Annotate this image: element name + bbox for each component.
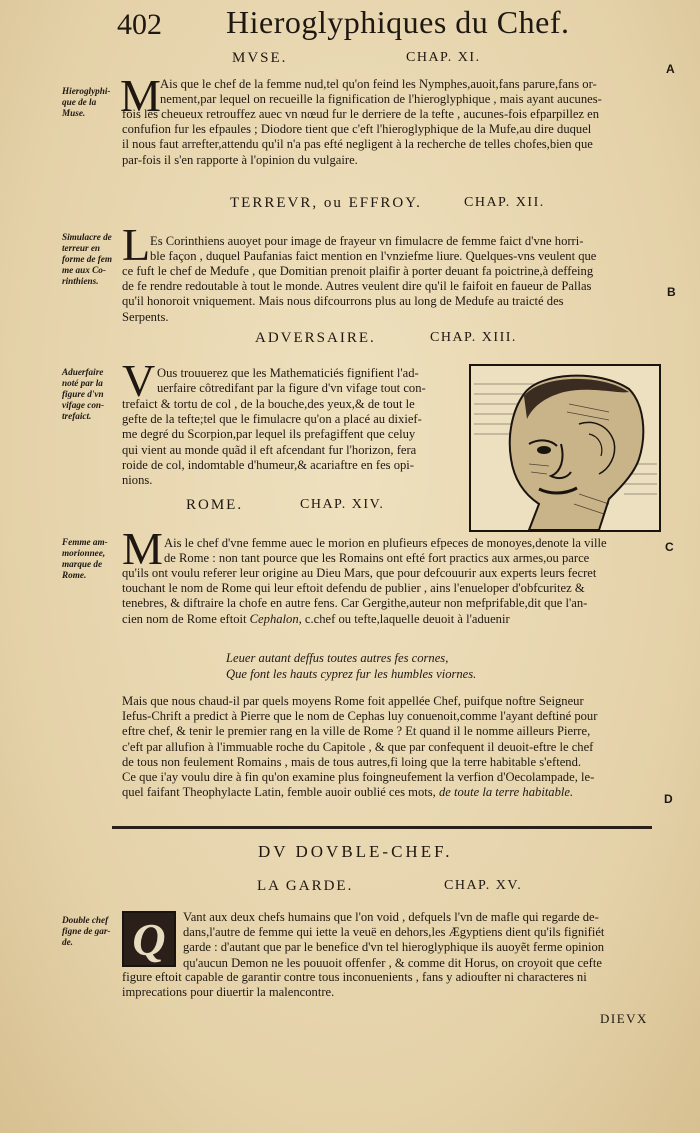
paragraph-rome: Ais le chef d'vne femme auec le morion en plufieurs efpeces de monoyes,denote la ville de Rome : non tant pource que les Romains ont efté fort practics aux armes,ou parce xyxy=(164,536,607,566)
paragraph-garde-cont: figure eftoit capable de garantir contre tous inconuenients , fans y adioufter ni characteres ni imprecations pour diuertir la malencontre. xyxy=(122,970,587,1000)
margin-letter-a: A xyxy=(666,62,675,76)
side-note-terreur: Simulacre de terreur en forme de fem me aux Co- rinthiens. xyxy=(62,232,113,286)
chapter-label-xiii: CHAP. XIII. xyxy=(430,330,517,345)
side-note-garde: Double chef figne de gar- de. xyxy=(62,915,111,947)
drop-cap-m-rome: M xyxy=(122,523,163,574)
paragraph-muse: Ais que le chef de la femme nud,tel qu'on feind les Nymphes,auoit,fans parure,fans or- nement,par lequel on recueille la fignification de l'hieroglyphique , mais ayant aucunes- xyxy=(160,77,602,107)
chapter-label-xi: CHAP. XI. xyxy=(406,50,481,65)
paragraph-adversaire-cont: trefaict & tortu de col , de la bouche,des yeux,& de tout le gefte de la tefte;tel que le fimulacre qu'on a placé au dixief- me degré du Scorpion,par lequel ils prefagiffent que celuy qui vient au monde quãd il eft afcendant fur l'horizon, fera roide de col, indomtable d'humeur,& acariaftre en fes opi- nions. xyxy=(122,397,422,488)
book-heading-double-chef: DV DOVBLE-CHEF. xyxy=(258,842,453,861)
verse-line-1: Leuer autant deffus toutes autres fes cornes, xyxy=(226,651,449,665)
section-divider xyxy=(112,826,652,829)
section-title-muse: MVSE. xyxy=(232,50,288,66)
paragraph-muse-cont: fois les cheueux retrouffez auec vn nœud fur le derriere de la tefte , aucunes-fois efparpillez en confufion fur les efpaules ; Diodore tient que c'eft l'hieroglyphique de la Mufe,au dire duquel il nous faut arrefter,attendu qu'il n'a pas efté negligent à la recherche de telles chofes,bien que par-fois il s'en rapporte à l'opinion du vulgaire. xyxy=(122,107,600,167)
paragraph-garde: Vant aux deux chefs humains que l'on void , defquels l'vn de mafle qui regarde de- dans,l'autre de femme qui iette la veuë en dehors,les Ægyptiens dient qu'ils fignifiét garde : d'autant que par le benefice d'vn tel hieroglyphique ils auoyẽt ferme opinion qu'aucun Demon ne les pouuoit offenfer , & comme dit Horus, on croyoit que cefte xyxy=(183,910,605,970)
section-title-rome: ROME. xyxy=(186,497,244,513)
paragraph-terreur-cont: ce fuft le chef de Medufe , que Domitian prenoit plaifir à porter deuant fa poictrine,à deffeing de fe rendre redoutable à tout le monde. Autres veulent dire qu'il le faifoit en faueur de Pallas qu'il honoroit vniquement. Mais nous difcourrons plus au long de Medufe au traicté des Serpents. xyxy=(122,264,594,324)
drop-cap-l: L xyxy=(122,219,151,270)
side-note-muse: Hieroglyphi- que de la Muse. xyxy=(62,86,111,118)
paragraph-terreur: Es Corinthiens auoyet pour image de frayeur vn fimulacre de femme faict d'vne horri- ble façon , duquel Paufanias faict mention en l'vnziefme liure. Quelques-vns veulent que xyxy=(150,234,597,264)
running-title: Hieroglyphiques du Chef. xyxy=(226,4,570,40)
paragraph-rome-cont: qu'ils ont voulu referer leur origine au Dieu Mars, que pour defcouurir aux experts leurs fecret touchant le nom de Rome qui leur eftoit defendu de publier , ains l'enueloper d'obfcuritez & tenebres, & diftraire la chofe en autre fens. Car Gergithe,auteur non mefprifable,dit que l'an- cien nom de Rome eftoit Cephalon, c.chef ou tefte,laquelle deuoit à l'aduenir xyxy=(122,566,597,626)
verse-line-2: Que font les hauts cyprez fur les humbles viornes. xyxy=(226,667,477,681)
margin-letter-b: B xyxy=(667,285,676,299)
margin-letter-c: C xyxy=(665,540,674,554)
margin-letter-d: D xyxy=(664,792,673,806)
drop-cap-m: M xyxy=(120,70,161,121)
chapter-label-xii: CHAP. XII. xyxy=(464,195,545,210)
paragraph-adversaire: Ous trouuerez que les Mathematiciés fignifient l'ad- uerfaire côtredifant par la figure d'vn vifage tout con- xyxy=(157,366,426,396)
section-title-garde: LA GARDE. xyxy=(257,878,354,894)
catchword: DIEVX xyxy=(600,1011,648,1026)
side-note-adversaire: Aduerfaire noté par la figure d'vn vifage con- trefaict. xyxy=(62,367,105,421)
page-number: 402 xyxy=(117,8,162,41)
section-title-terreur: TERREVR, ou EFFROY. xyxy=(230,195,422,211)
drop-cap-v: V xyxy=(122,355,156,406)
section-title-adversaire: ADVERSAIRE. xyxy=(255,330,376,346)
woodcut-portrait xyxy=(469,364,661,532)
chapter-label-xiv: CHAP. XIV. xyxy=(300,497,385,512)
paragraph-rome-2: Mais que nous chaud-il par quels moyens Rome foit appellée Chef, puifque noftre Seigneur Iefus-Chrift a predict à Pierre que le nom de Cephas luy conuenoit,comme l'ayant deftiné pour eftre chef, & tenir le premier rang en la ville de Rome ? Et quand il le nomme ailleurs Pierre, c'eft par allufion à l'immuable roche du Capitole , & que par confequent il deuoit-eftre le chef de tous non feulement Romains , mais de tous autres,fi loing que la terre habitable s'eftend. Ce que i'ay voulu dire à fin qu'on examine plus foingneufement la verfion d'Oecolampade, le- quel faifant Theophylacte Latin, femble auoir oublié ces mots, de toute la terre habitable. xyxy=(122,694,598,800)
ornamental-initial-q: Q xyxy=(122,911,176,967)
side-note-rome: Femme am- morionnee, marque de Rome. xyxy=(62,537,108,580)
chapter-label-xv: CHAP. XV. xyxy=(444,878,523,893)
